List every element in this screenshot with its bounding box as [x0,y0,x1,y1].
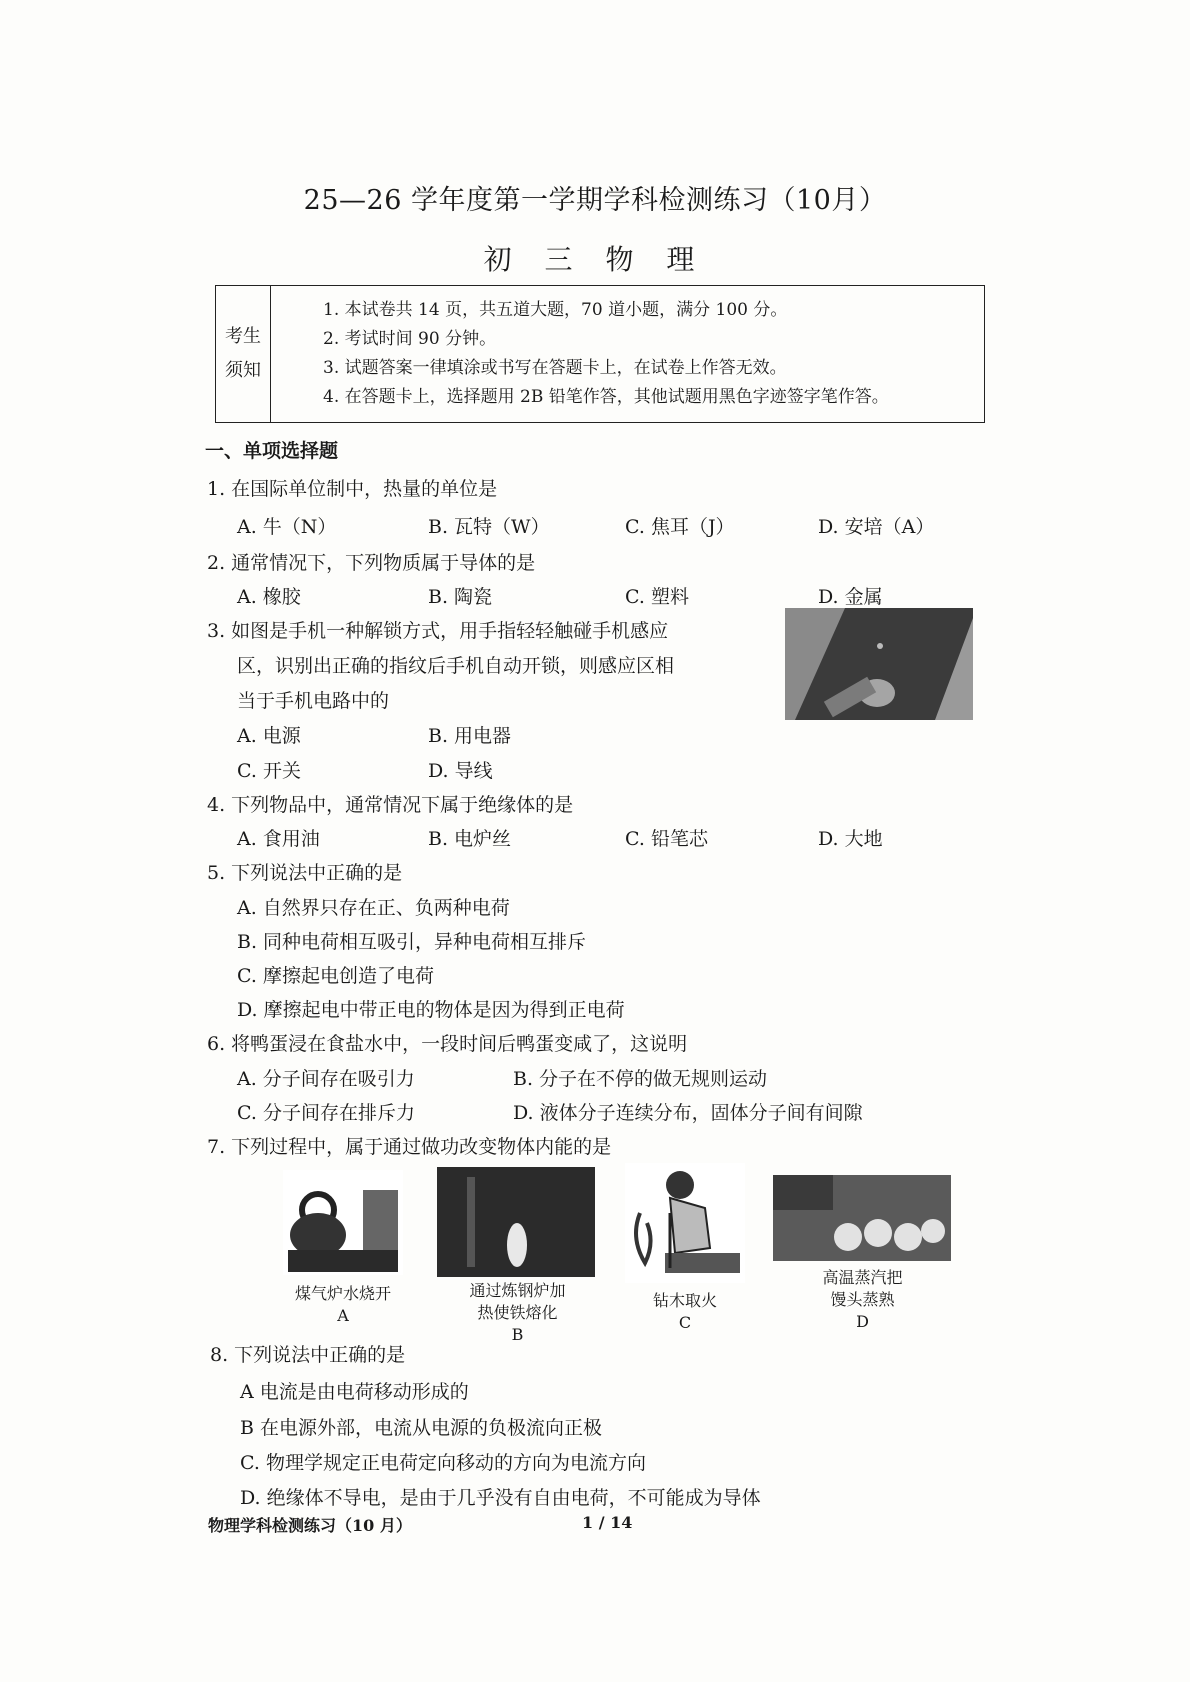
question-3-option-c: C. 开关 [237,760,301,782]
figure-a-letter: A [337,1306,349,1325]
exam-notice-box [215,285,985,423]
figure-b-caption-line1: 通过炼钢炉加 [469,1281,566,1300]
figure-c-caption-text: 钻木取火 [652,1291,717,1310]
notice-label-line2: 须知 [225,360,261,381]
steel-furnace-image [437,1167,595,1277]
question-5-option-c: C. 摩擦起电创造了电荷 [237,965,434,987]
question-8-stem: 8. 下列说法中正确的是 [210,1344,406,1366]
question-1-stem: 1. 在国际单位制中，热量的单位是 [207,478,498,500]
question-2-option-c: C. 塑料 [625,586,689,608]
notice-label-line1: 考生 [225,326,261,347]
question-1-option-d: D. 安培（A） [818,516,935,538]
question-3-option-a: A. 电源 [237,725,301,747]
question-1-option-b: B. 瓦特（W） [428,516,550,538]
question-2-option-d: D. 金属 [818,586,883,608]
page-number: 1 / 14 [582,1513,633,1532]
question-8-option-c: C. 物理学规定正电荷定向移动的方向为电流方向 [240,1452,646,1474]
page-title: 25—26 学年度第一学期学科检测练习（10月） [303,185,887,216]
question-7-stem: 7. 下列过程中，属于通过做功改变物体内能的是 [207,1136,612,1158]
figure-b-letter: B [511,1325,524,1344]
notice-item: 1. 本试卷共 14 页，共五道大题，70 道小题，满分 100 分。 [323,300,788,320]
gas-stove-kettle-image [283,1170,403,1275]
question-3-stem-line2: 区，识别出正确的指纹后手机自动开锁，则感应区相 [237,655,675,677]
notice-item: 2. 考试时间 90 分钟。 [323,329,497,349]
question-5-stem: 5. 下列说法中正确的是 [207,862,403,884]
drilling-wood-fire-image [625,1163,745,1283]
question-2-option-b: B. 陶瓷 [428,586,493,608]
question-6-option-d: D. 液体分子连续分布，固体分子间有间隙 [513,1102,863,1124]
question-8-option-a: A 电流是由电荷移动形成的 [240,1381,469,1403]
question-6-stem: 6. 将鸭蛋浸在食盐水中，一段时间后鸭蛋变咸了，这说明 [207,1033,688,1055]
figure-d-caption [790,1267,935,1333]
question-4-option-a: A. 食用油 [237,828,320,850]
figure-c-caption [620,1290,750,1334]
figure-d-caption-line1: 高温蒸汽把 [822,1268,903,1287]
figure-b-caption-line2: 热使铁熔化 [477,1303,558,1322]
notice-items [271,286,889,422]
question-4-stem: 4. 下列物品中，通常情况下属于绝缘体的是 [207,794,574,816]
question-4-option-d: D. 大地 [818,828,883,850]
question-1-option-c: C. 焦耳（J） [625,516,735,538]
question-8-option-b: B 在电源外部，电流从电源的负极流向正极 [240,1417,603,1439]
question-6-option-c: C. 分子间存在排斥力 [237,1102,415,1124]
figure-d-caption-line2: 馒头蒸熟 [830,1290,895,1309]
question-4-option-c: C. 铅笔芯 [625,828,708,850]
question-6-option-b: B. 分子在不停的做无规则运动 [513,1068,768,1090]
figure-c-letter: C [678,1313,692,1332]
question-3-stem-line3: 当于手机电路中的 [237,690,390,712]
question-2-stem: 2. 通常情况下，下列物质属于导体的是 [207,552,536,574]
fingerprint-sensor-photo [785,608,973,720]
figure-b-caption [440,1280,595,1346]
question-4-option-b: B. 电炉丝 [428,828,512,850]
section-title: 一、单项选择题 [205,440,339,462]
figure-a-caption [268,1283,418,1327]
question-5-option-d: D. 摩擦起电中带正电的物体是因为得到正电荷 [237,999,625,1021]
figure-d-letter: D [856,1312,869,1331]
steamed-buns-image [773,1175,951,1261]
question-3-stem-line1: 3. 如图是手机一种解锁方式，用手指轻轻触碰手机感应 [207,620,669,642]
question-3-option-b: B. 用电器 [428,725,512,747]
notice-item: 4. 在答题卡上，选择题用 2B 铅笔作答，其他试题用黑色字迹签字笔作答。 [323,387,889,407]
notice-item: 3. 试题答案一律填涂或书写在答题卡上，在试卷上作答无效。 [323,358,787,378]
question-8-option-d: D. 绝缘体不导电，是由于几乎没有自由电荷，不可能成为导体 [240,1487,761,1509]
question-5-option-b: B. 同种电荷相互吸引，异种电荷相互排斥 [237,931,587,953]
figure-a-caption-text: 煤气炉水烧开 [294,1284,391,1303]
question-6-option-a: A. 分子间存在吸引力 [237,1068,415,1090]
question-2-option-a: A. 橡胶 [237,586,301,608]
question-5-option-a: A. 自然界只存在正、负两种电荷 [237,897,510,919]
page-subtitle: 初 三 物 理 [483,243,707,276]
footer-title: 物理学科检测练习（10 月） [208,1516,412,1535]
question-1-option-a: A. 牛（N） [237,516,337,538]
question-3-option-d: D. 导线 [428,760,493,782]
notice-label [216,286,271,422]
